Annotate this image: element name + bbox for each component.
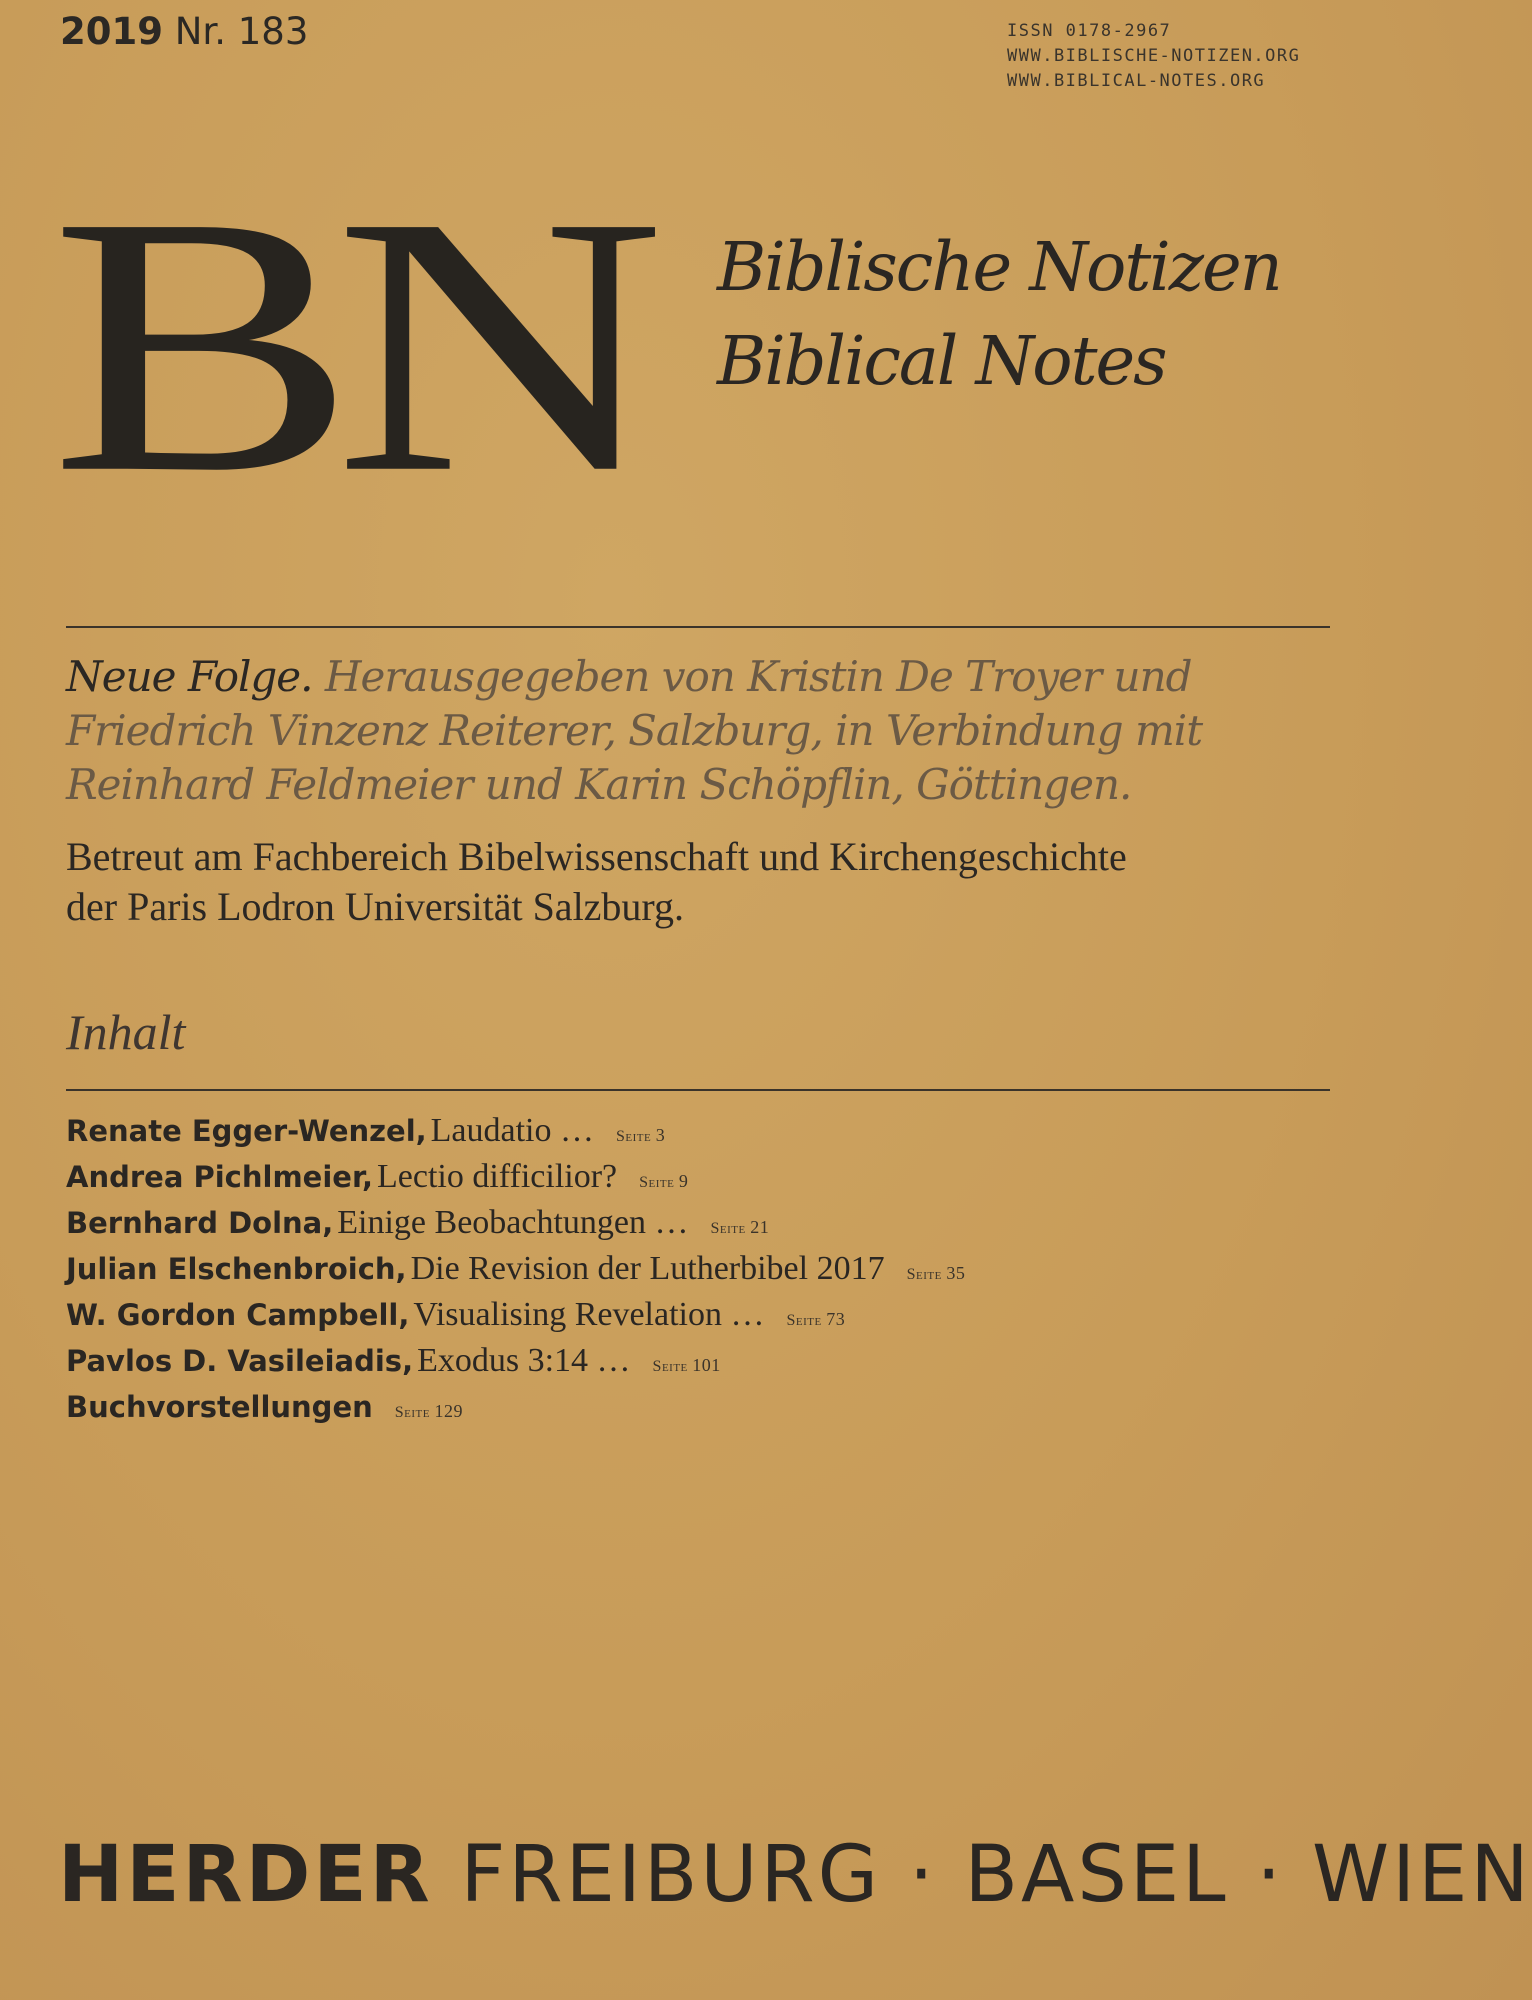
page-label: Seite xyxy=(639,1174,675,1191)
page-number: 35 xyxy=(946,1263,966,1283)
institution-line-2: der Paris Lodron Universität Salzburg. xyxy=(66,884,685,929)
journal-identifiers xyxy=(1007,19,1300,94)
toc-page xyxy=(639,1171,689,1191)
editors-line-3: Reinhard Feldmeier und Karin Schöpflin, Göttingen. xyxy=(66,760,1132,809)
page-label: Seite xyxy=(710,1220,746,1237)
toc-title: Laudatio … xyxy=(430,1112,594,1149)
toc-title: Einige Beobachtungen … xyxy=(337,1204,689,1241)
toc-page xyxy=(616,1125,666,1145)
title-german: Biblische Notizen xyxy=(717,228,1281,306)
publisher-places: FREIBURG · BASEL · WIEN xyxy=(460,1830,1532,1920)
editors-line-2: Friedrich Vinzenz Reiterer, Salzburg, in Verbindung mit xyxy=(66,706,1203,755)
toc-author: Julian Elschenbroich, xyxy=(66,1252,407,1286)
toc-page xyxy=(394,1401,463,1421)
publisher-footer xyxy=(58,1830,1532,1920)
journal-title xyxy=(717,220,1281,408)
toc-entry[interactable] xyxy=(66,1204,965,1250)
toc-author: Bernhard Dolna, xyxy=(66,1206,334,1240)
table-of-contents xyxy=(66,1112,965,1434)
toc-author: Buchvorstellungen xyxy=(66,1390,373,1424)
toc-entry[interactable] xyxy=(66,1250,965,1296)
contents-heading: Inhalt xyxy=(66,1004,186,1060)
page-number: 129 xyxy=(434,1401,463,1421)
publisher-name: HERDER xyxy=(58,1830,433,1920)
toc-page xyxy=(786,1309,846,1329)
toc-entry[interactable] xyxy=(66,1388,965,1434)
page-number: 9 xyxy=(678,1171,689,1191)
toc-entry[interactable] xyxy=(66,1158,965,1204)
toc-title: Lectio difficilior? xyxy=(377,1158,618,1195)
url-german: WWW.BIBLISCHE-NOTIZEN.ORG xyxy=(1007,46,1301,66)
toc-author: W. Gordon Campbell, xyxy=(66,1298,410,1332)
toc-entry[interactable] xyxy=(66,1112,965,1158)
toc-author: Renate Egger-Wenzel, xyxy=(66,1114,427,1148)
page-number: 21 xyxy=(750,1217,770,1237)
page-label: Seite xyxy=(616,1128,652,1145)
editors-statement xyxy=(66,650,1202,812)
page-number: 101 xyxy=(692,1355,721,1375)
toc-author: Andrea Pichlmeier, xyxy=(66,1160,374,1194)
toc-title: Visualising Revelation … xyxy=(413,1296,765,1333)
url-english: WWW.BIBLICAL-NOTES.ORG xyxy=(1007,71,1266,91)
bn-logo: BN xyxy=(50,140,644,549)
toc-page xyxy=(652,1355,721,1375)
editors-line-1: Herausgegeben von Kristin De Troyer und xyxy=(324,652,1192,701)
page-number: 3 xyxy=(655,1125,666,1145)
page-label: Seite xyxy=(652,1358,688,1375)
title-english: Biblical Notes xyxy=(717,322,1166,400)
divider-top xyxy=(66,626,1330,628)
page-number: 73 xyxy=(826,1309,846,1329)
page-label: Seite xyxy=(906,1266,942,1283)
toc-page xyxy=(710,1217,770,1237)
institution-statement xyxy=(66,832,1127,932)
page-label: Seite xyxy=(394,1404,430,1421)
issue-number: Nr. 183 xyxy=(174,10,309,53)
series-label: Neue Folge. xyxy=(66,652,313,701)
toc-author: Pavlos D. Vasileiadis, xyxy=(66,1344,414,1378)
toc-entry[interactable] xyxy=(66,1342,965,1388)
toc-page xyxy=(906,1263,966,1283)
issn: ISSN 0178-2967 xyxy=(1007,21,1172,41)
institution-line-1: Betreut am Fachbereich Bibelwissenschaft und Kirchengeschichte xyxy=(66,834,1127,879)
toc-title: Die Revision der Lutherbibel 2017 xyxy=(410,1250,885,1287)
toc-title: Exodus 3:14 … xyxy=(417,1342,631,1379)
page-label: Seite xyxy=(786,1312,822,1329)
divider-contents xyxy=(66,1089,1330,1091)
issue-info xyxy=(60,10,308,53)
issue-year: 2019 xyxy=(60,10,163,53)
toc-entry[interactable] xyxy=(66,1296,965,1342)
